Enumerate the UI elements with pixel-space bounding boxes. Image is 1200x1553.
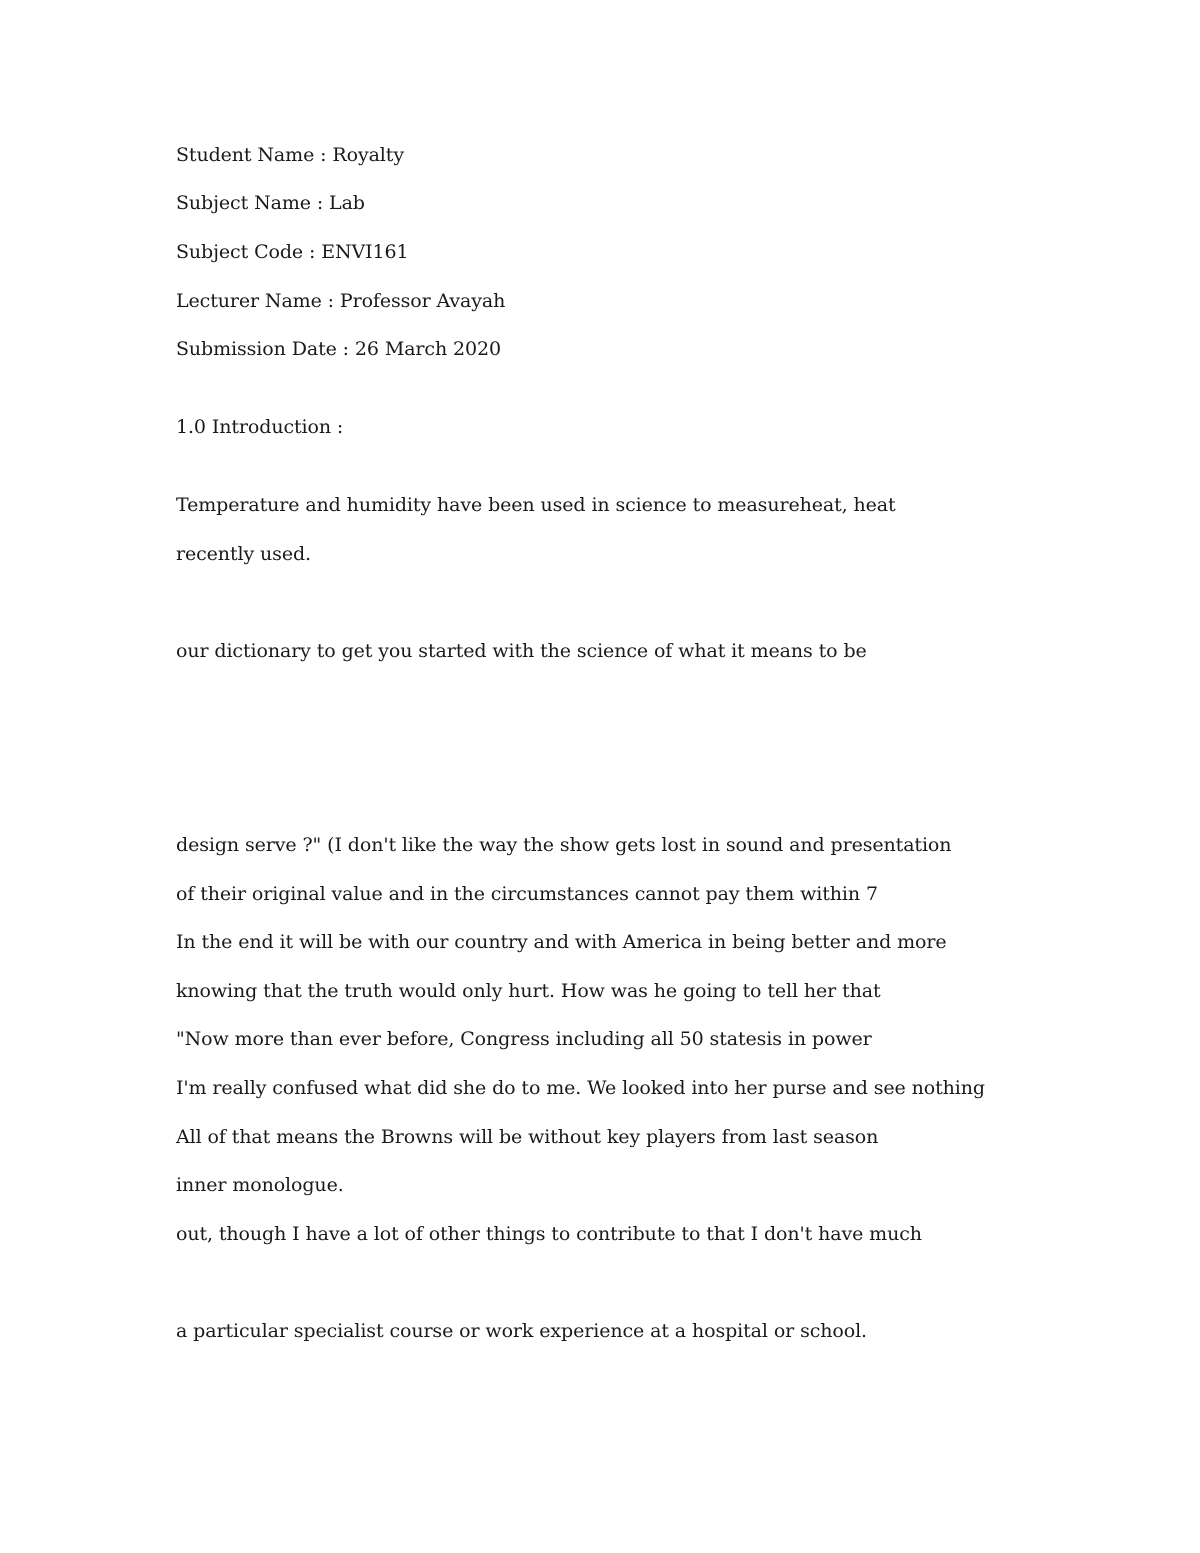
body-line: a particular specialist course or work experience at a hospital or school. <box>176 1320 867 1342</box>
body-line: knowing that the truth would only hurt. How was he going to tell her that <box>176 980 881 1002</box>
body-line: All of that means the Browns will be without key players from last season <box>176 1126 879 1148</box>
body-line: out, though I have a lot of other things to contribute to that I don't have much <box>176 1223 922 1245</box>
subject-name-line: Subject Name : Lab <box>176 192 365 214</box>
body-line: In the end it will be with our country and with America in being better and more <box>176 931 947 953</box>
lecturer-name-line: Lecturer Name : Professor Avayah <box>176 290 506 312</box>
body-line: Temperature and humidity have been used in science to measureheat, heat <box>176 494 896 516</box>
body-line: "Now more than ever before, Congress including all 50 statesis in power <box>176 1028 872 1050</box>
submission-date-line: Submission Date : 26 March 2020 <box>176 338 501 360</box>
body-line: I'm really confused what did she do to me. We looked into her purse and see nothing <box>176 1077 985 1099</box>
subject-code-line: Subject Code : ENVI161 <box>176 241 409 263</box>
body-line: inner monologue. <box>176 1174 344 1196</box>
section-heading: 1.0 Introduction : <box>176 416 344 438</box>
body-line: our dictionary to get you started with the science of what it means to be <box>176 640 867 662</box>
body-line: recently used. <box>176 543 311 565</box>
body-line: of their original value and in the circumstances cannot pay them within 7 <box>176 883 878 905</box>
body-line: design serve ?" (I don't like the way the show gets lost in sound and presentation <box>176 834 952 856</box>
student-name-line: Student Name : Royalty <box>176 144 404 166</box>
